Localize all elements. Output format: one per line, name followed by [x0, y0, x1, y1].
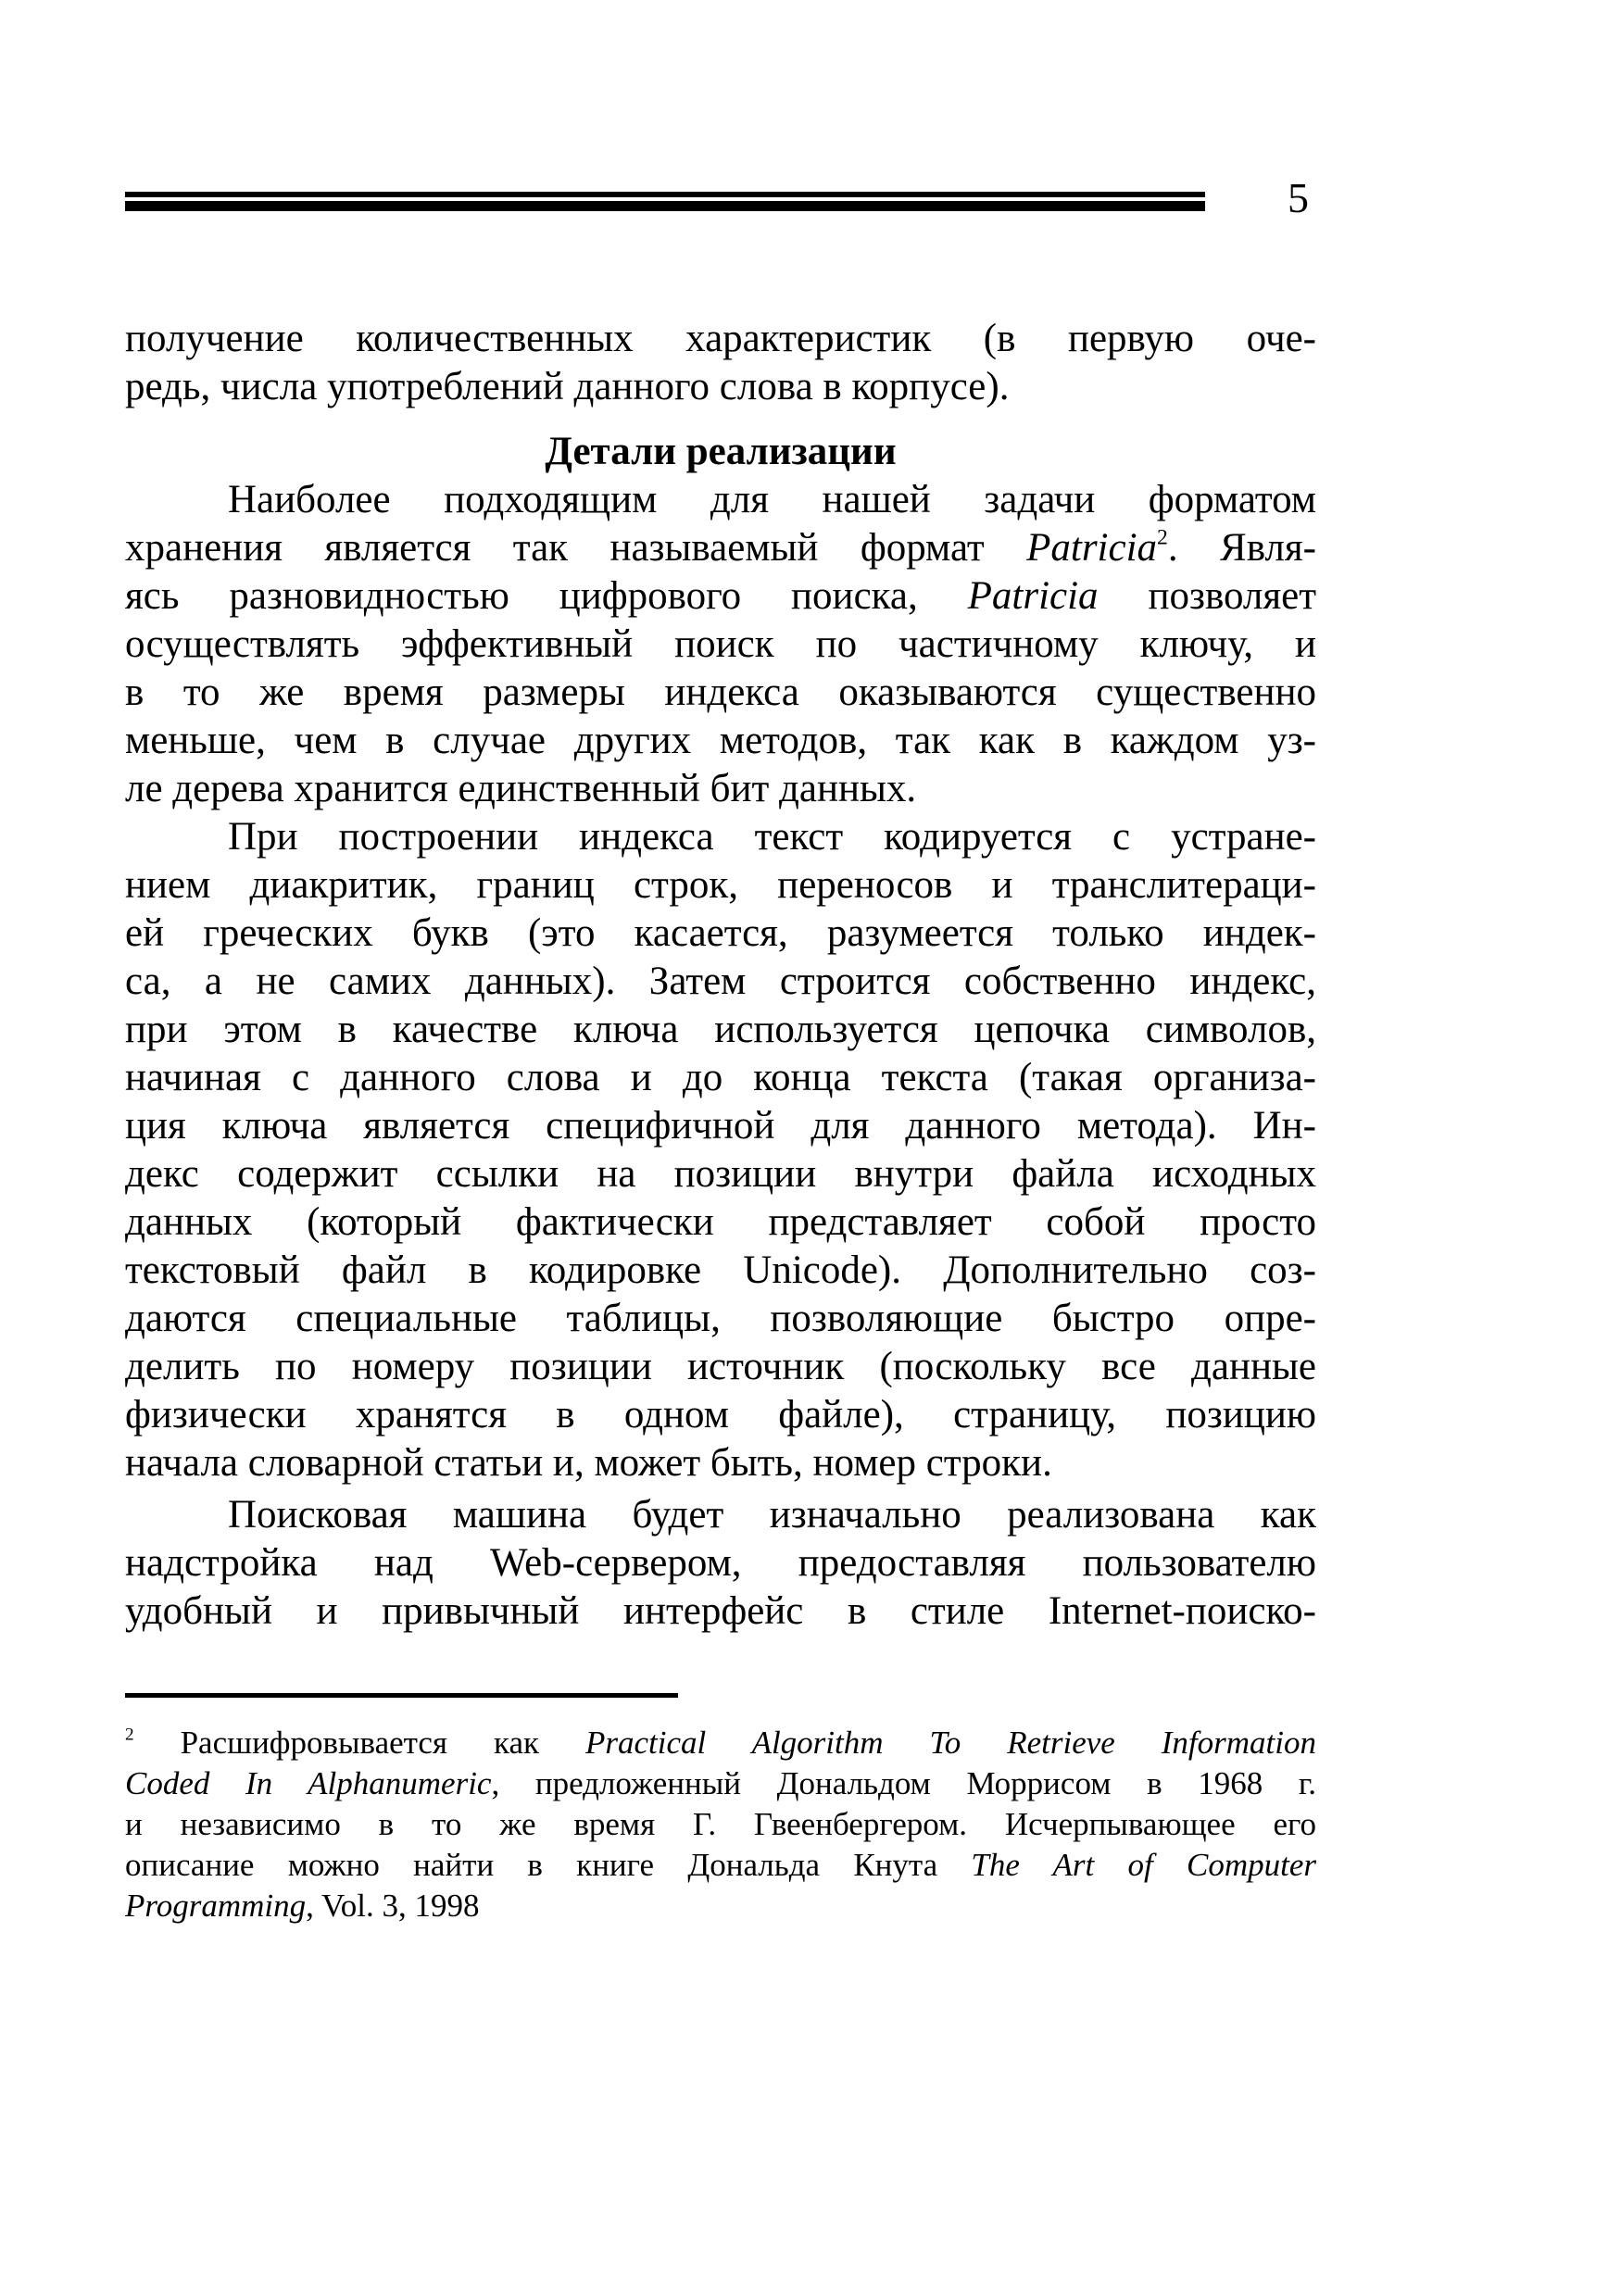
text-segment: физически хранятся в одном файле), страницу, позицию: [125, 1393, 1316, 1437]
text-line: [125, 1150, 1316, 1198]
text-line: [125, 1343, 1316, 1391]
italic-term: Coded In Alphanumeric: [125, 1765, 492, 1801]
text-segment: получение количественных характеристик (в первую оче-: [125, 317, 1316, 360]
text-line: [125, 315, 1316, 363]
text-segment: хранения является так называемый формат: [125, 526, 1027, 570]
text-line: [125, 1587, 1316, 1636]
text-segment: позволяет: [1098, 574, 1316, 618]
text-line: [125, 1763, 1316, 1804]
text-line: [125, 1491, 1316, 1539]
text-line: [125, 717, 1316, 765]
text-line: [125, 1723, 1316, 1763]
text-line: [125, 1391, 1316, 1439]
footnote-separator: [125, 1693, 678, 1698]
text-line: [125, 1247, 1316, 1295]
text-line: [125, 476, 1316, 524]
text-segment: даются специальные таблицы, позволяющие быстро опре-: [125, 1297, 1316, 1340]
text-line: [125, 1295, 1316, 1343]
text-line: [125, 1102, 1316, 1150]
text-line: [125, 1054, 1316, 1102]
text-segment: , Vol. 3, 1998: [306, 1888, 480, 1924]
text-segment: надстройка над Web-сервером, предоставляя пользователю: [125, 1541, 1316, 1585]
italic-term: Patricia: [1026, 526, 1158, 570]
text-segment: ция ключа является специфичной для данного метода). Ин-: [125, 1104, 1316, 1148]
text-segment: са, а не самих данных). Затем строится собственно индекс,: [125, 960, 1316, 1003]
header-double-rule: [125, 192, 1205, 211]
footnote: [125, 1723, 1316, 1926]
text-segment: нием диакритик, границ строк, переносов и транслитераци-: [125, 863, 1316, 907]
text-segment: меньше, чем в случае других методов, так как в каждом уз-: [125, 719, 1316, 762]
text-line: [125, 910, 1316, 958]
text-line: [125, 669, 1316, 717]
section-heading: Детали реализации: [545, 430, 897, 473]
paragraph: [125, 1491, 1316, 1636]
text-segment: начала словарной статьи и, может быть, номер строки.: [125, 1441, 1052, 1485]
text-segment: . Явля-: [1167, 526, 1316, 570]
text-segment: осуществлять эффективный поиск по частичному ключу, и: [125, 622, 1316, 666]
text-line: [125, 813, 1316, 861]
footnote-marker: 2: [125, 1725, 134, 1745]
text-line: [125, 861, 1316, 910]
text-segment: Расшифровывается как: [133, 1725, 585, 1761]
text-line: [125, 765, 1316, 813]
text-segment: текстовый файл в кодировке Unicode). Дополнительно соз-: [125, 1248, 1316, 1292]
text-segment: описание можно найти в книге Дональда Кнута: [125, 1847, 972, 1883]
text-segment: начиная с данного слова и до конца текста (такая организа-: [125, 1056, 1316, 1099]
text-segment: в то же время размеры индекса оказываются существенно: [125, 671, 1316, 714]
text-segment: декс содержит ссылки на позиции внутри файла исходных: [125, 1152, 1316, 1196]
footnote-marker: 2: [1157, 525, 1168, 550]
text-line: [125, 958, 1316, 1006]
italic-term: Practical Algorithm To Retrieve Information: [584, 1725, 1316, 1761]
text-segment: При построении индекса текст кодируется с устране-: [228, 815, 1316, 859]
paragraph: [125, 813, 1316, 1487]
text-line: [125, 1845, 1316, 1886]
text-segment: делить по номеру позиции источник (поскольку все данные: [125, 1345, 1316, 1388]
text-segment: , предложенный Дональдом Моррисом в 1968 г.: [491, 1765, 1316, 1801]
text-segment: ей греческих букв (это касается, разумеется только индек-: [125, 911, 1316, 955]
paragraph: [125, 476, 1316, 813]
text-line: [125, 621, 1316, 669]
text-segment: ясь разновидностью цифрового поиска,: [125, 574, 968, 618]
text-segment: Поисковая машина будет изначально реализована как: [228, 1493, 1316, 1537]
italic-term: Programming: [125, 1888, 307, 1924]
page-number: 5: [1288, 174, 1309, 221]
text-segment: при этом в качестве ключа используется цепочка символов,: [125, 1008, 1316, 1051]
text-line: [125, 363, 1316, 411]
text-line: [125, 1886, 1316, 1926]
paragraph: [125, 315, 1316, 411]
text-line: [125, 1198, 1316, 1247]
text-line: [125, 1006, 1316, 1054]
text-line: [125, 524, 1316, 572]
text-line: [125, 1804, 1316, 1845]
text-line: [125, 1439, 1316, 1487]
italic-term: The Art of Computer: [971, 1847, 1316, 1883]
text-line: [125, 1539, 1316, 1587]
text-segment: ле дерева хранится единственный бит данных.: [125, 767, 917, 810]
text-segment: удобный и привычный интерфейс в стиле Internet-поиско-: [125, 1589, 1316, 1633]
text-line: [125, 572, 1316, 621]
text-segment: Наиболее подходящим для нашей задачи форматом: [228, 478, 1316, 521]
italic-term: Patricia: [967, 574, 1099, 618]
text-segment: редь, числа употреблений данного слова в корпусе).: [125, 365, 1010, 408]
text-segment: и независимо в то же время Г. Гвеенбергером. Исчерпывающее его: [125, 1806, 1316, 1842]
main-text: [125, 315, 1316, 1636]
text-segment: данных (который фактически представляет собой просто: [125, 1200, 1316, 1244]
